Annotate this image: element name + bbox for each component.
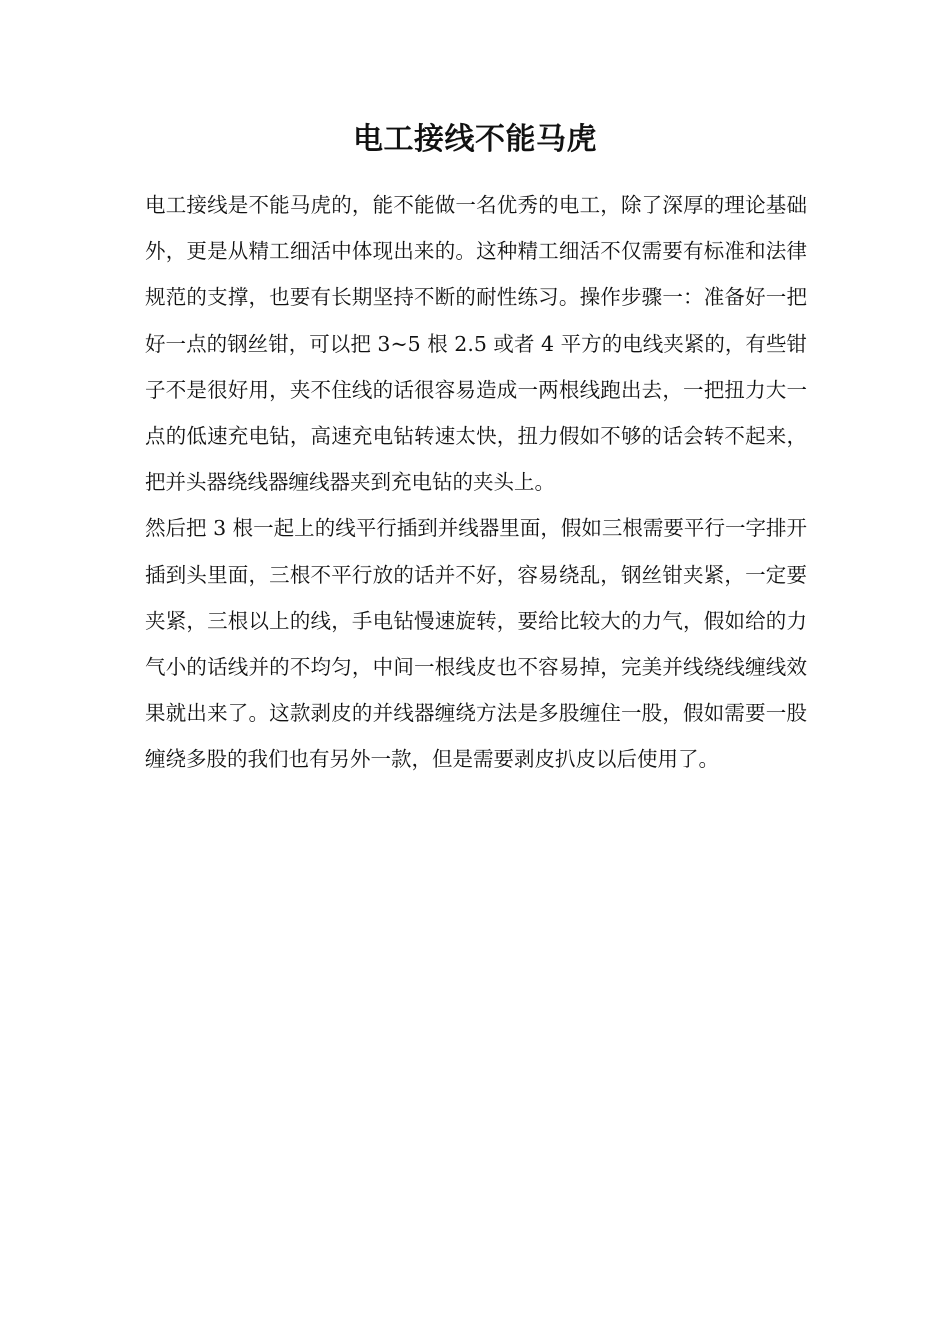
document-body xyxy=(145,182,807,783)
paragraph-1: 电工接线是不能马虎的，能不能做一名优秀的电工，除了深厚的理论基础外，更是从精工细活中体现出来的。这种精工细活不仅需要有标准和法律规范的支撑，也要有长期坚持不断的耐性练习。操作步骤一：准备好一把好一点的钢丝钳，可以把 3~5 根 2.5 或者 4 平方的电线夹紧的，有些钳子不是很好用，夹不住线的话很容易造成一两根线跑出去，一把扭力大一点的低速充电钻，高速充电钻转速太快，扭力假如不够的话会转不起来，把并头器绕线器缠线器夹到充电钻的夹头上。 xyxy=(145,193,807,495)
document-title: 电工接线不能马虎 xyxy=(353,122,597,157)
paragraph-2: 然后把 3 根一起上的线平行插到并线器里面，假如三根需要平行一字排开插到头里面，三根不平行放的话并不好，容易绕乱，钢丝钳夹紧，一定要夹紧，三根以上的线，手电钻慢速旋转，要给比较大的力气，假如给的力气小的话线并的不均匀，中间一根线皮也不容易掉，完美并线绕线缠线效果就出来了。这款剥皮的并线器缠绕方法是多股缠住一股，假如需要一股缠绕多股的我们也有另外一款，但是需要剥皮扒皮以后使用了。 xyxy=(145,516,807,772)
